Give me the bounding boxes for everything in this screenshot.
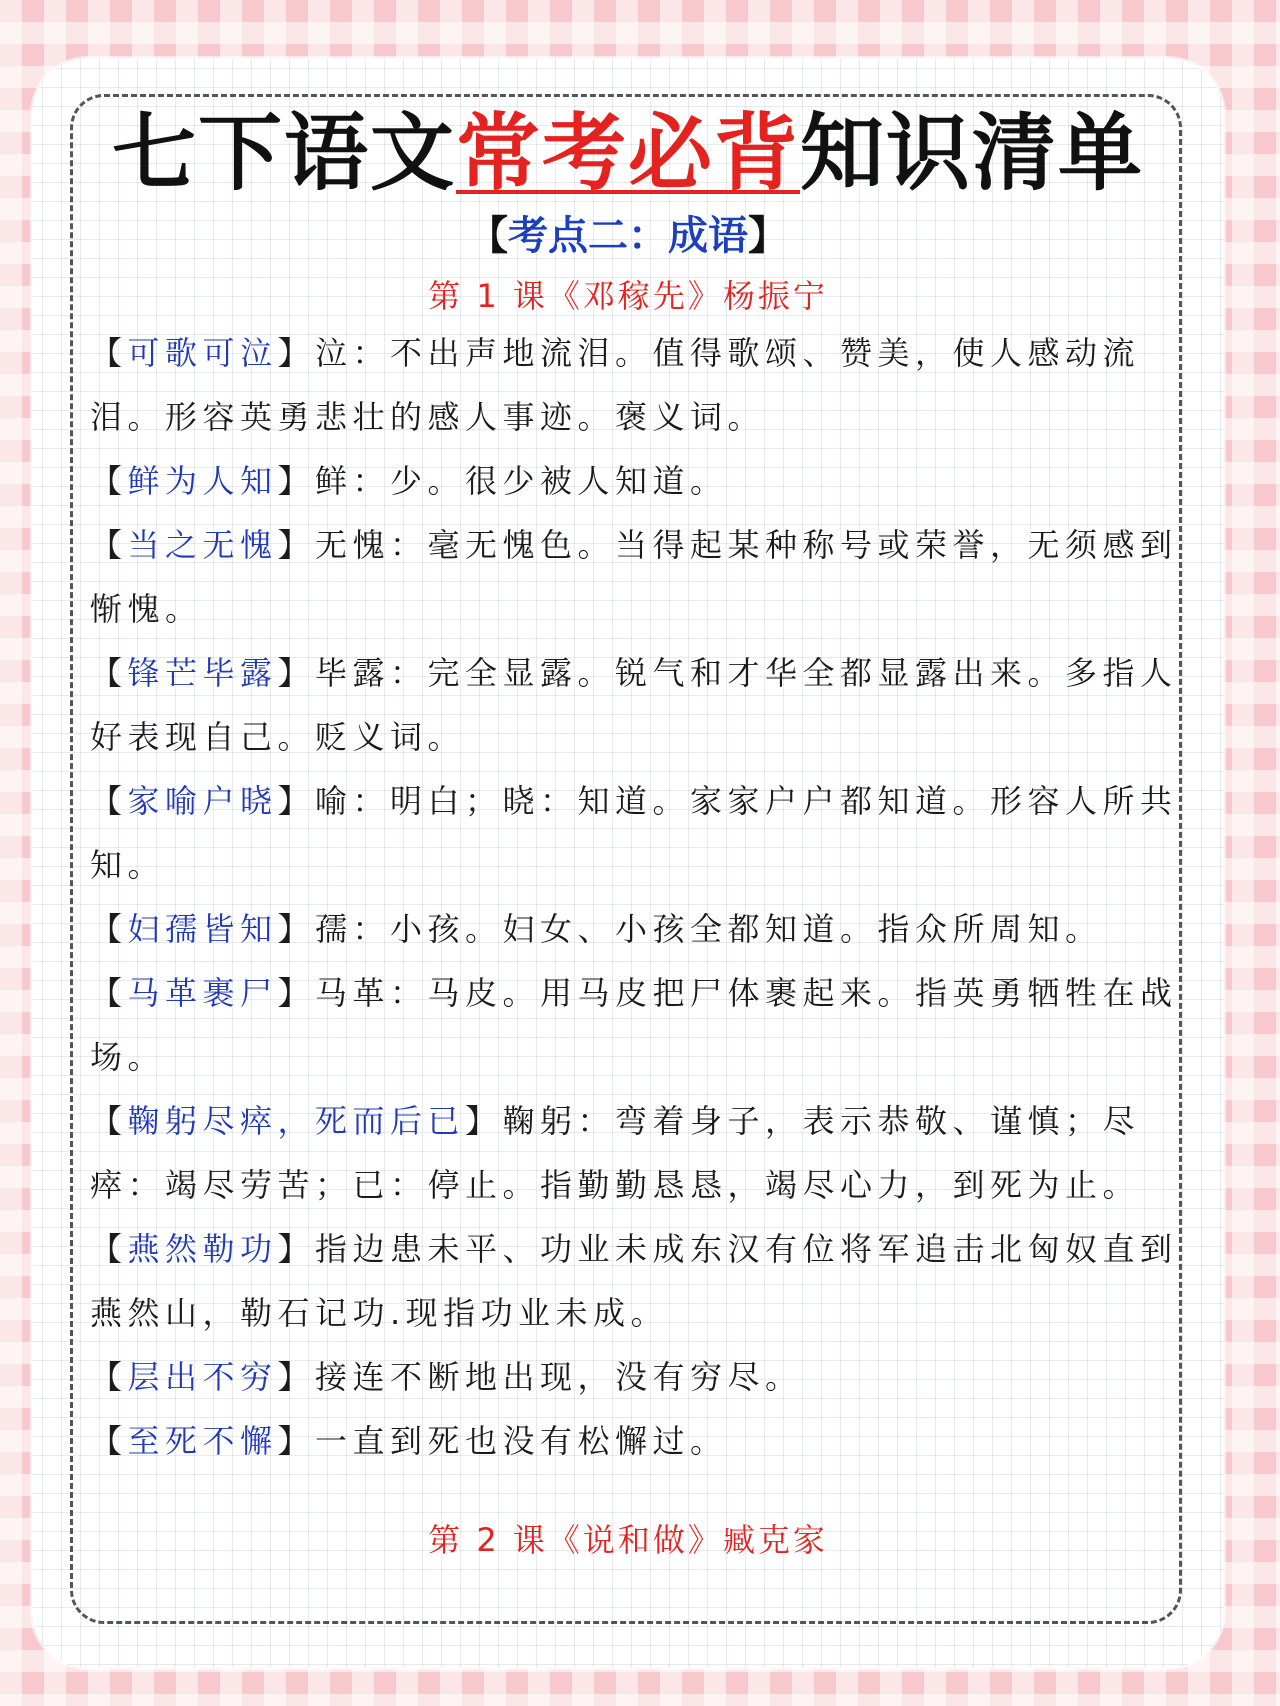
idiom-definition: 鞠躬：弯着身子，表示恭敬、谨慎；尽瘁：竭尽劳苦；已：停止。指勤勤恳恳，竭尽心力，到死为止。 — [90, 1102, 1141, 1204]
lesson-heading-1: 第 1 课《邓稼先》杨振宁 — [428, 277, 828, 315]
idiom-definition: 泣：不出声地流泪。值得歌颂、赞美，使人感动流泪。形容英勇悲壮的感人事迹。褒义词。 — [90, 334, 1141, 436]
idiom-definition: 一直到死也没有松懈过。 — [315, 1422, 728, 1460]
title-part-2: 知识清单 — [800, 104, 1145, 202]
idiom-entry: 【马革裹尸】马革：马皮。用马皮把尸体裹起来。指英勇牺牲在战场。 — [90, 974, 1178, 1076]
idiom-term: 至死不懈 — [127, 1422, 278, 1460]
idiom-definition: 指边患未平、功业未成东汉有位将军追击北匈奴直到燕然山，勒石记功.现指功业未成。 — [90, 1230, 1178, 1332]
idiom-definition: 接连不断地出现，没有穷尽。 — [315, 1358, 803, 1396]
title-highlight: 常考必背 — [455, 104, 800, 202]
idiom-term: 鲜为人知 — [127, 462, 278, 500]
page-title — [32, 98, 1224, 208]
section-subtitle — [32, 208, 1224, 264]
subtitle-text: 考点二：成语 — [508, 213, 748, 259]
idiom-entry: 【锋芒毕露】毕露：完全显露。锐气和才华全都显露出来。多指人好表现自己。贬义词。 — [90, 654, 1178, 756]
content-card — [32, 58, 1224, 1668]
idiom-definition: 毕露：完全显露。锐气和才华全都显露出来。多指人好表现自己。贬义词。 — [90, 654, 1178, 756]
subtitle-close-bracket: 】 — [748, 213, 788, 259]
idiom-list — [90, 321, 1180, 1473]
idiom-entry: 【可歌可泣】泣：不出声地流泪。值得歌颂、赞美，使人感动流泪。形容英勇悲壮的感人事迹。褒义词。 — [90, 334, 1141, 436]
idiom-entry: 【妇孺皆知】孺：小孩。妇女、小孩全都知道。指众所周知。 — [90, 910, 1103, 948]
idiom-entry: 【层出不穷】接连不断地出现，没有穷尽。 — [90, 1358, 803, 1396]
idiom-definition: 鲜：少。很少被人知道。 — [315, 462, 728, 500]
idiom-term: 锋芒毕露 — [127, 654, 278, 692]
idiom-entry: 【鲜为人知】鲜：少。很少被人知道。 — [90, 462, 728, 500]
idiom-definition: 无愧：毫无愧色。当得起某种称号或荣誉，无须感到惭愧。 — [90, 526, 1178, 628]
idiom-entry: 【家喻户晓】喻：明白；晓：知道。家家户户都知道。形容人所共知。 — [90, 782, 1178, 884]
idiom-entry: 【鞠躬尽瘁，死而后已】鞠躬：弯着身子，表示恭敬、谨慎；尽瘁：竭尽劳苦；已：停止。指勤勤恳恳，竭尽心力，到死为止。 — [90, 1102, 1141, 1204]
idiom-term: 家喻户晓 — [127, 782, 278, 820]
idiom-entry: 【至死不懈】一直到死也没有松懈过。 — [90, 1422, 728, 1460]
idiom-definition: 喻：明白；晓：知道。家家户户都知道。形容人所共知。 — [90, 782, 1178, 884]
subtitle-open-bracket: 【 — [468, 213, 508, 259]
idiom-term: 燕然勒功 — [127, 1230, 278, 1268]
idiom-term: 鞠躬尽瘁，死而后已 — [127, 1102, 466, 1140]
idiom-term: 可歌可泣 — [127, 334, 278, 372]
idiom-definition: 马革：马皮。用马皮把尸体裹起来。指英勇牺牲在战场。 — [90, 974, 1178, 1076]
idiom-definition: 孺：小孩。妇女、小孩全都知道。指众所周知。 — [315, 910, 1103, 948]
idiom-term: 当之无愧 — [127, 526, 278, 564]
lesson-heading-2: 第 2 课《说和做》臧克家 — [428, 1521, 828, 1559]
idiom-term: 层出不穷 — [127, 1358, 278, 1396]
title-part-1: 七下语文 — [111, 104, 456, 202]
idiom-entry: 【燕然勒功】指边患未平、功业未成东汉有位将军追击北匈奴直到燕然山，勒石记功.现指功业未成。 — [90, 1230, 1178, 1332]
idiom-term: 妇孺皆知 — [127, 910, 278, 948]
idiom-entry: 【当之无愧】无愧：毫无愧色。当得起某种称号或荣誉，无须感到惭愧。 — [90, 526, 1178, 628]
idiom-term: 马革裹尸 — [127, 974, 278, 1012]
